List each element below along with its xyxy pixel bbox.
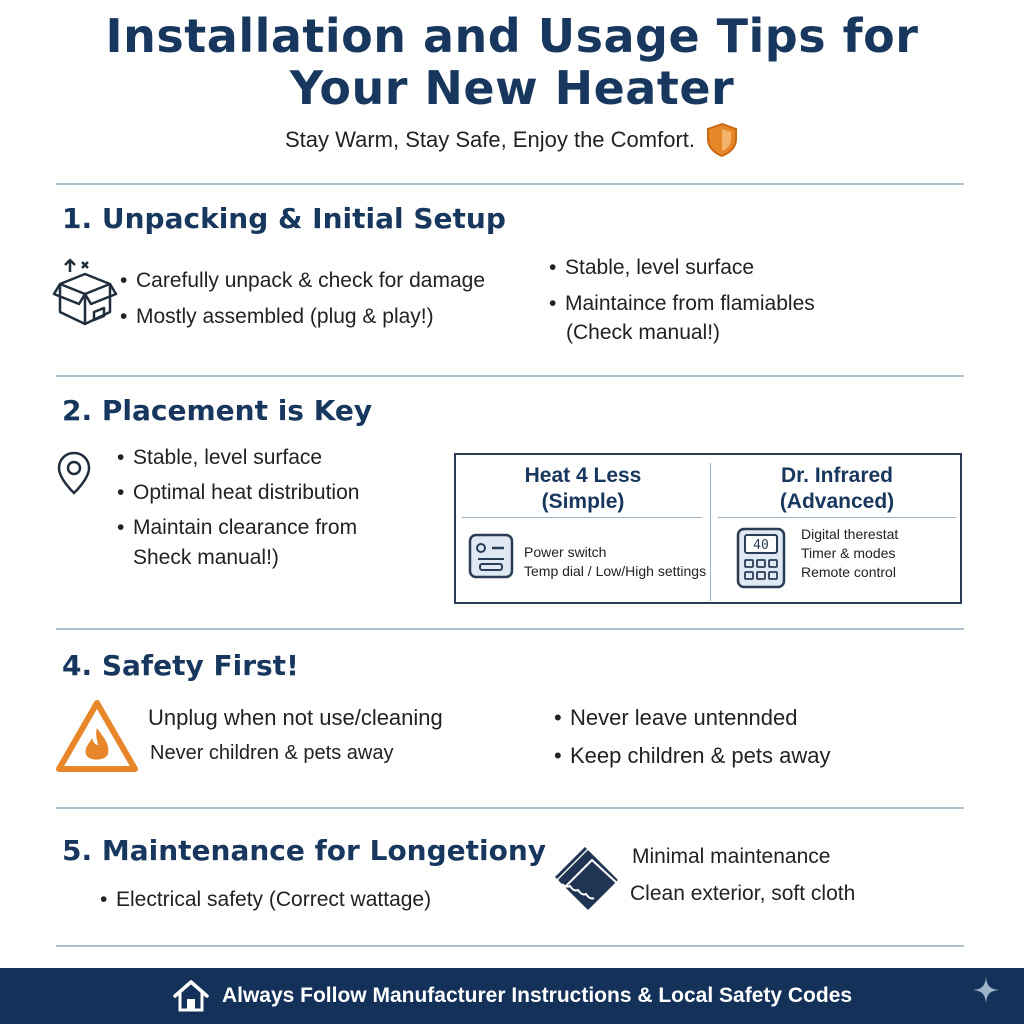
home-icon: [172, 979, 210, 1013]
box-icon: [52, 256, 118, 328]
subtitle: Stay Warm, Stay Safe, Enjoy the Comfort.: [285, 127, 695, 152]
page-title: [0, 10, 1024, 114]
list-item: • Optimal heat distribution: [117, 481, 360, 504]
section-4-left-line-1: Unplug when not use/cleaning: [148, 705, 443, 730]
list-item: Digital therestat: [801, 526, 899, 542]
control-panel-icon: [468, 533, 514, 579]
section-2-continuation: Sheck manual!): [133, 546, 279, 569]
section-1-left-list: [120, 263, 485, 335]
header-divider: [718, 517, 956, 518]
warning-fire-icon: [54, 698, 140, 774]
list-item: • Carefully unpack & check for damage: [120, 269, 486, 292]
divider: [56, 807, 964, 809]
section-5-right-line-1: Minimal maintenance: [632, 845, 831, 868]
heater-simple-name: Heat 4 Less (Simple): [524, 464, 642, 513]
remote-display: 40: [753, 538, 769, 553]
divider: [56, 945, 964, 947]
list-item: • Electrical safety (Correct wattage): [100, 888, 432, 911]
section-5-heading: 5. Maintenance for Longetiony: [62, 834, 547, 867]
footer-text: Always Follow Manufacturer Instructions & Local Safety Codes: [221, 984, 853, 1007]
header-divider: [462, 517, 702, 518]
list-item: • Stable, level surface: [117, 446, 323, 469]
section-1-heading: 1. Unpacking & Initial Setup: [62, 202, 506, 235]
section-4-left-line-2: Never children & pets away: [150, 742, 394, 764]
sparkle-icon: [972, 976, 1000, 1004]
list-item: Remote control: [801, 564, 896, 580]
section-2-heading: 2. Placement is Key: [62, 394, 373, 427]
section-1-right-list: [549, 250, 815, 322]
heater-comparison-table: [454, 453, 962, 604]
list-item: Temp dial / Low/High settings: [524, 563, 707, 579]
list-item: • Mostly assembled (plug & play!): [120, 305, 434, 328]
section-1-continuation: (Check manual!): [566, 321, 721, 344]
divider: [56, 375, 964, 377]
list-item: • Stable, level surface: [549, 256, 755, 279]
heater-advanced-features: [801, 525, 898, 582]
list-item: • Maintain clearance from: [117, 516, 358, 539]
divider: [56, 628, 964, 630]
title-line-2: Your New Heater: [289, 61, 735, 115]
section-5-right-line-2: Clean exterior, soft cloth: [630, 882, 856, 905]
footer-banner: [0, 968, 1024, 1024]
divider: [56, 183, 964, 185]
heater-simple-features: [524, 543, 706, 581]
section-4-right-list: [554, 699, 831, 775]
shield-icon: [705, 122, 739, 158]
cloth-icon: [552, 842, 624, 912]
remote-icon: [736, 527, 786, 589]
location-pin-icon: [56, 450, 92, 496]
title-line-1: Installation and Usage Tips for: [105, 9, 919, 63]
subtitle-row: [0, 122, 1024, 158]
heater-advanced-name: Dr. Infrared (Advanced): [779, 464, 895, 513]
list-item: Power switch: [524, 544, 607, 560]
list-item: • Never leave untennded: [554, 705, 798, 730]
section-4-heading: 4. Safety First!: [62, 649, 299, 682]
list-item: • Keep children & pets away: [554, 743, 831, 768]
list-item: Timer & modes: [801, 545, 896, 561]
section-2-list: [117, 440, 359, 545]
section-5-list: [100, 882, 431, 918]
list-item: • Maintaince from flamiables: [549, 292, 815, 315]
